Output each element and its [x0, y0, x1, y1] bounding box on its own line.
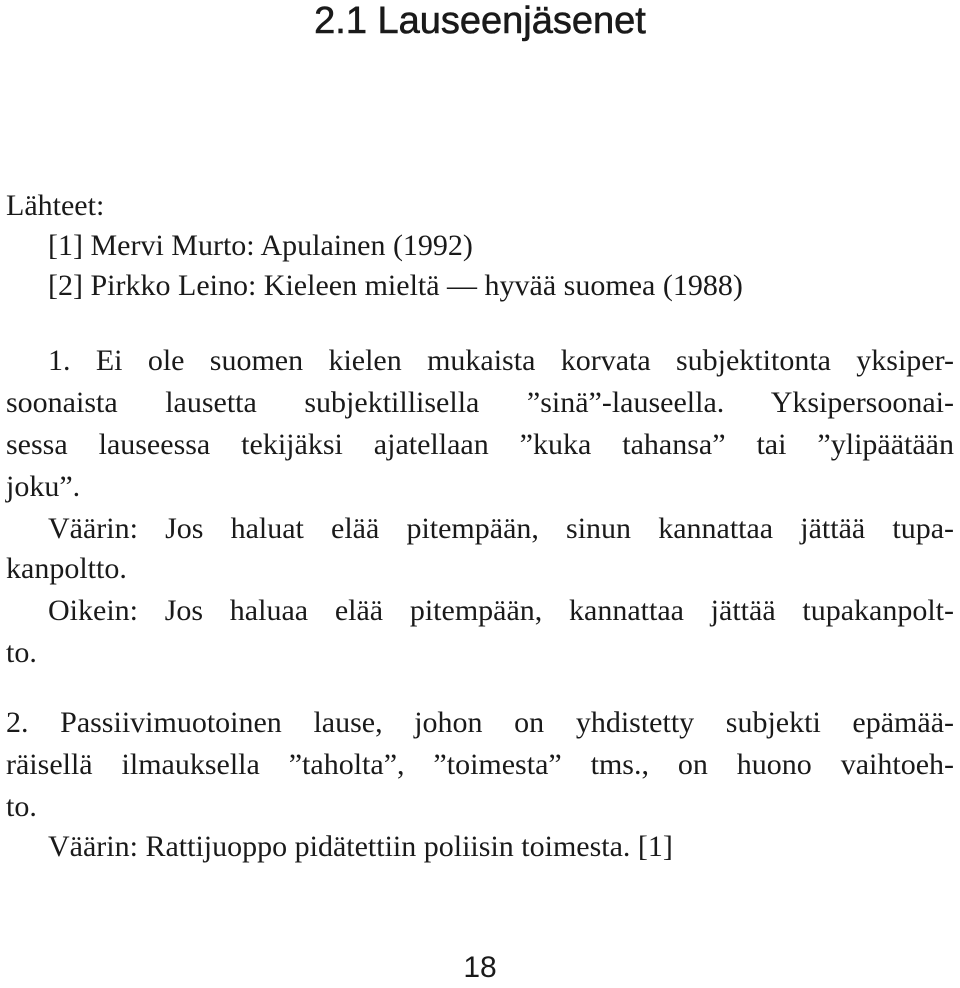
- sources-heading: Lähteet:: [6, 189, 105, 222]
- section1-wrong-example-cont: kanpoltto.: [6, 552, 127, 585]
- section2-wrong-example: Väärin: Rattijuoppo pidätettiin poliisin toimesta. [1]: [48, 830, 673, 863]
- source-item-1: [1] Mervi Murto: Apulainen (1992): [48, 229, 473, 262]
- page-number: 18: [463, 951, 497, 984]
- section1-line-2: soonaista lausetta subjektillisella ”sinä”-lauseella. Yksipersoonai-: [6, 386, 954, 419]
- section1-line-4: joku”.: [6, 470, 81, 503]
- section1-line-3: sessa lauseessa tekijäksi ajatellaan ”kuka tahansa” tai ”ylipäätään: [6, 428, 954, 461]
- section2-line-1: 2. Passiivimuotoinen lause, johon on yhdistetty subjekti epämää-: [6, 706, 954, 739]
- section1-wrong-example: Väärin: Jos haluat elää pitempään, sinun kannattaa jättää tupa-: [48, 512, 954, 545]
- source-item-2: [2] Pirkko Leino: Kieleen mieltä — hyvää suomea (1988): [48, 269, 743, 302]
- section1-right-example: Oikein: Jos haluaa elää pitempään, kannattaa jättää tupakanpolt-: [48, 594, 954, 627]
- section2-line-3: to.: [6, 790, 37, 823]
- page-title: 2.1 Lauseenjäsenet: [314, 0, 646, 42]
- section1-line-1: 1. Ei ole suomen kielen mukaista korvata subjektitonta yksiper-: [48, 344, 954, 377]
- section1-right-example-cont: to.: [6, 636, 37, 669]
- section2-line-2: räisellä ilmauksella ”taholta”, ”toimesta” tms., on huono vaihtoeh-: [6, 748, 954, 781]
